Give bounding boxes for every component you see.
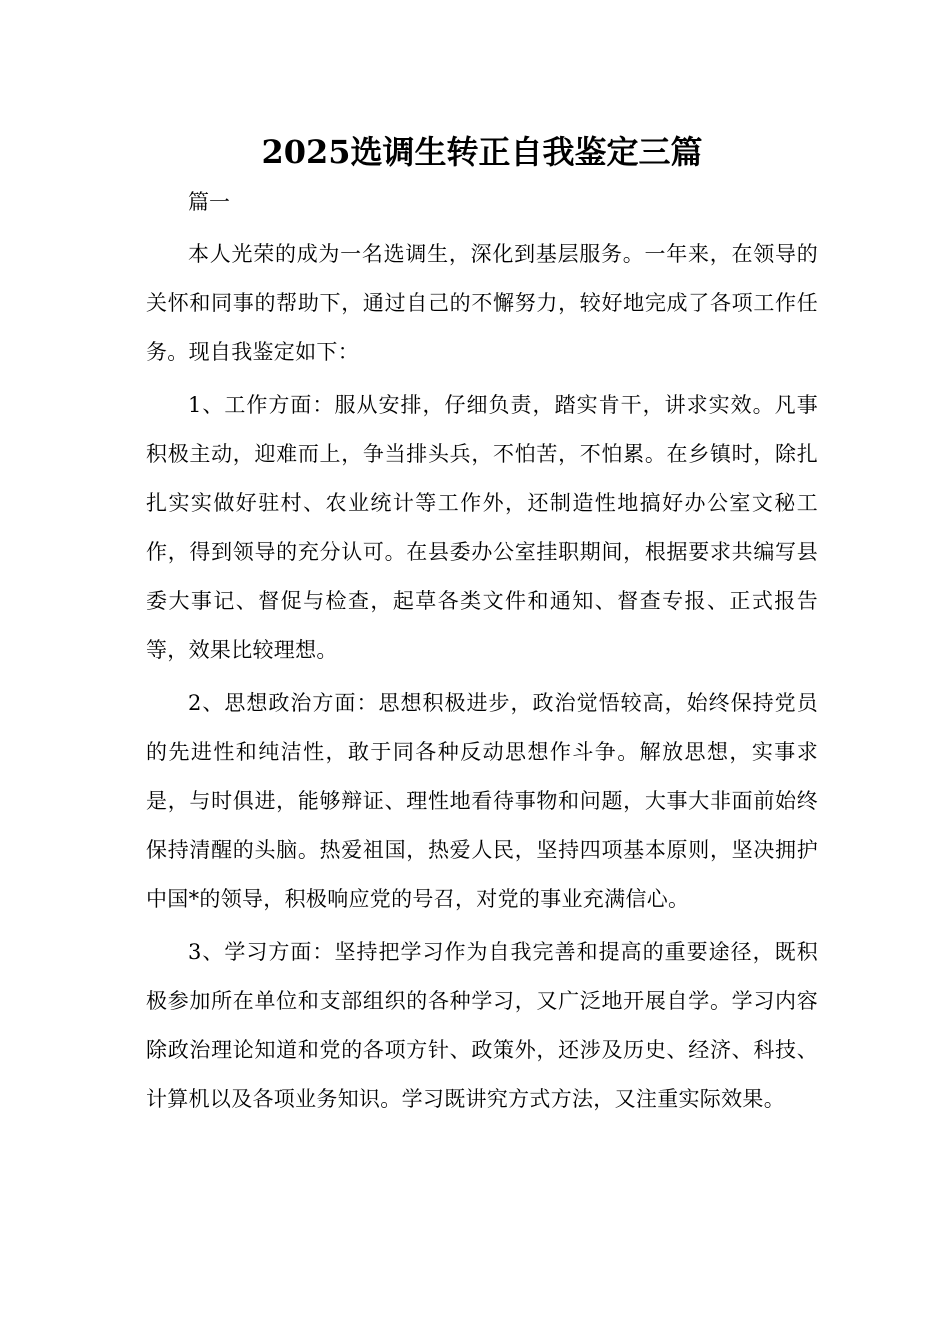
paragraph-study: 3、学习方面：坚持把学习作为自我完善和提高的重要途径，既积极参加所在单位和支部组织的各种学习，又广泛地开展自学。学习内容除政治理论知道和党的各项方针、政策外，还涉及历史、经济、科技、计算机以及各项业务知识。学习既讲究方式方法，又注重实际效果。 bbox=[146, 940, 818, 1111]
document-title: 2025选调生转正自我鉴定三篇 bbox=[261, 133, 703, 171]
paragraph-work: 1、工作方面：服从安排，仔细负责，踏实肯干，讲求实效。凡事积极主动，迎难而上，争当排头兵，不怕苦，不怕累。在乡镇时，除扎扎实实做好驻村、农业统计等工作外，还制造性地搞好办公室文秘工作，得到领导的充分认可。在县委办公室挂职期间，根据要求共编写县委大事记、督促与检查，起草各类文件和通知、督查专报、正式报告等，效果比较理想。 bbox=[146, 393, 818, 662]
paragraph-intro: 本人光荣的成为一名选调生，深化到基层服务。一年来，在领导的关怀和同事的帮助下，通过自己的不懈努力，较好地完成了各项工作任务。现自我鉴定如下： bbox=[146, 242, 818, 364]
section-label: 篇一 bbox=[188, 190, 230, 214]
paragraph-politics: 2、思想政治方面：思想积极进步，政治觉悟较高，始终保持党员的先进性和纯洁性，敢于同各种反动思想作斗争。解放思想，实事求是，与时俱进，能够辩证、理性地看待事物和问题，大事大非面前始终保持清醒的头脑。热爱祖国，热爱人民，坚持四项基本原则，坚决拥护中国*的领导，积极响应党的号召，对党的事业充满信心。 bbox=[146, 691, 818, 911]
document-page bbox=[146, 128, 818, 1124]
